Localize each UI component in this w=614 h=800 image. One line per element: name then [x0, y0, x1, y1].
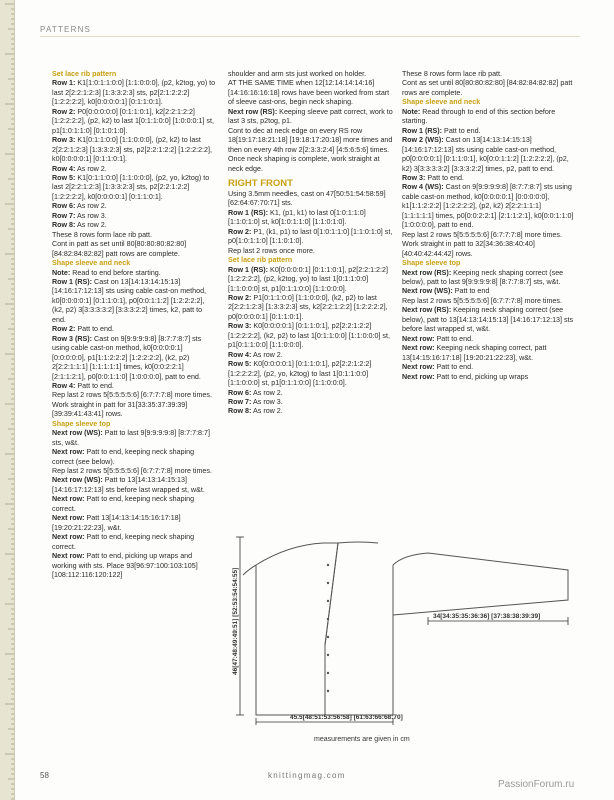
pattern-paragraph: [402, 231, 574, 240]
pattern-paragraph: [52, 240, 217, 259]
footer-website: knittingmag.com: [268, 771, 346, 780]
row-text: Patt to end.: [442, 126, 481, 135]
pattern-paragraph: [402, 335, 574, 344]
row-text: K1, (p1, k1) to last 0[1:0:1:1:0] [1:1:0:1:0] st, k0[1:0:1:1:0] [1:1:0:1:0].: [228, 208, 366, 227]
pattern-paragraph: [228, 190, 393, 209]
row-label: Row 1 (RS):: [228, 265, 269, 274]
row-text: These 8 rows form lace rib patt.: [52, 230, 153, 239]
pattern-paragraph: [402, 297, 574, 306]
pattern-paragraph: [402, 306, 574, 334]
row-text: Keeping neck shaping correct, patt 13[14:15:16:17:18] [19:20:21:22:23], w&t.: [402, 344, 547, 362]
row-label: Row 2:: [228, 227, 252, 236]
row-text: Cast on 9[9:9:9:9:8] [8:7:7:8:7] sts using cable cast-on method, k0[0:0:0:0:1] [0:0:0:0:0], k1[1:1:2:2:2] [1:2:2:2:2], (p2, k2) 2[2:2:1:1:1] [1:1:1:1:1] times, p0[0:0:2:2:1] [2:1:1:2:1], k0[0:0:1:1:0] [1:0:0:0:0], patt to end.: [402, 183, 574, 230]
pattern-paragraph: [228, 294, 393, 322]
row-text: P0[0:0:0:0:0] [0:1:1:0:1], k2[2:2:1:2:2] [1:2:2:2:2], (p2, k2) to last 1[0:1:1:0:0] [1:0:0:0:1] st, p1[1:0:1:1:0] [0:1:0:1:0].: [52, 107, 214, 135]
sleeve-dimension: 34[34:35:35:36:36] [37:38:38:39:39]: [433, 613, 541, 620]
row-label: Note:: [52, 268, 71, 277]
row-label: Next row (RS):: [402, 306, 452, 315]
row-text: These 8 rows form lace rib patt.: [402, 70, 503, 78]
row-label: Row 3 (RS):: [52, 334, 93, 343]
row-label: Next row (RS):: [402, 268, 452, 277]
row-text: K1[1:0:1:1:0:0] [1:1:0:0:0], (p2, k2tog, yo) to last 2[2:2:1:2:3] [1:3:3:2:3] sts, p2[2:1:2:2:2] [1:2:2:2:2], k0[0:0:0:0:1] [0:1:1:0:1].: [52, 79, 216, 107]
row-text: Read to end before starting.: [70, 268, 161, 277]
row-text: Keeping sleeve patt correct, work to last 3 sts, p2tog, p1.: [228, 107, 393, 126]
section-heading: RIGHT FRONT: [228, 177, 293, 189]
row-label: Row 2 (WS):: [402, 136, 444, 145]
row-text: P1, (k1, p1) to last 0[1:0:1:1:0] [1:1:0:1:0] st, p0[1:0:1:1:0] [1:1:0:1:0].: [228, 227, 393, 246]
pattern-paragraph: [402, 70, 574, 79]
row-text: K0[0:0:0:0:1] [0:1:1:0:1], p2[2:2:1:2:2] [1:2:2:2:2], (p2, yo, k2tog) to last 1[0:1:1:0:0] [1:1:0:0:0] st, p1[0:1:1:0:0] [1:1:0:0:0].: [228, 360, 372, 388]
pattern-paragraph: [52, 174, 217, 202]
pattern-paragraph: [402, 79, 574, 98]
row-label: Row 8:: [228, 407, 252, 416]
row-text: Rep last 2 rows 5[5:5:5:5:6] [6:7:7:7:8] more times.: [402, 230, 562, 239]
row-label: Next row (RS):: [228, 107, 278, 116]
row-text: Patt 13[14:13:14:15:16:17:18] [19:20:21:22:23], w&t.: [52, 514, 181, 532]
pattern-paragraph: [228, 209, 393, 228]
pattern-paragraph: [52, 552, 217, 580]
pattern-paragraph: [52, 391, 217, 400]
pattern-paragraph: [52, 467, 217, 476]
row-label: Next row:: [402, 334, 435, 343]
row-label: Row 8:: [52, 221, 76, 230]
row-text: Keeping neck shaping correct (see below), patt to last 9[9:9:9:9:8] [8:7:7:8:7] sts, w&t.: [402, 268, 564, 286]
pattern-paragraph: [52, 325, 217, 334]
pattern-paragraph: [52, 136, 217, 164]
garment-schematic: [228, 525, 583, 725]
pattern-paragraph: [228, 351, 393, 360]
row-label: Next row:: [52, 495, 85, 504]
pattern-paragraph: [228, 70, 393, 79]
row-text: Cast on 13[14:13:14:15:13] [14:16:17:12:13] sts using cable cast-on method, p0[0:0:0:0:1] [0:1:1:0:1], k0[0:0:1:1:2] [1:2:2:2:2], (p2, k2) 3[3:3:3:3:2] [3:3:3:2:2] times, p2, patt to end.: [402, 136, 569, 173]
row-text: Rep last 2 rows 5[5:5:5:5:6] [6:7:7:7:8] more times.: [52, 467, 212, 476]
pattern-paragraph: [228, 127, 393, 174]
row-label: Next row:: [52, 533, 85, 542]
pattern-paragraph: [228, 407, 393, 416]
pattern-paragraph: [228, 228, 393, 247]
pattern-paragraph: [228, 79, 393, 107]
row-text: As row 2.: [251, 388, 283, 397]
pattern-paragraph: [52, 429, 217, 448]
pattern-paragraph: [402, 108, 574, 127]
section-heading: Set lace rib pattern: [228, 256, 293, 265]
row-text: Cont as set until 80[80:80:82:80] [84:82:84:82:82] patt rows are complete.: [402, 79, 573, 97]
row-label: Row 5:: [52, 173, 76, 182]
measuring-ruler: [0, 0, 15, 800]
pattern-paragraph: [402, 269, 574, 288]
pattern-paragraph: [52, 108, 217, 136]
row-text: Patt to end.: [425, 173, 464, 182]
pattern-paragraph: [228, 247, 393, 256]
row-text: K0[0:0:0:0:1] [0:1:1:0:1], p2[2:2:1:2:2] [1:2:2:2:2], (k2, p2) to last 1[0:1:1:0:0] [1:1:0:0:0] st, p1[0:1:1:0:0] [1:1:0:0:0].: [228, 322, 390, 350]
pattern-paragraph: [52, 514, 217, 533]
pattern-paragraph: [52, 278, 217, 325]
text-column-1: [52, 70, 217, 580]
row-text: Patt to end, keeping neck shaping correct (see below).: [52, 448, 195, 466]
pattern-paragraph: [228, 266, 393, 294]
row-label: Next row:: [402, 372, 435, 381]
row-text: Rep last 2 rows once more.: [228, 246, 315, 255]
row-label: Row 2:: [228, 293, 252, 302]
row-label: Next row (WS):: [52, 476, 103, 485]
pattern-paragraph: [52, 231, 217, 240]
row-text: Patt to last 9[9:9:9:9:8] [8:7:7:8:7] sts, w&t.: [52, 429, 210, 447]
pattern-paragraph: [228, 108, 393, 127]
pattern-paragraph: [52, 335, 217, 382]
pattern-paragraph: [402, 287, 574, 296]
row-text: As row 2.: [75, 221, 107, 230]
row-text: Read through to end of this section before starting.: [402, 107, 556, 126]
pattern-paragraph: [228, 360, 393, 388]
page-number: 58: [40, 771, 49, 780]
width-dimension: 45.5[48:51:53:56:58] [61:63:66:68:70]: [290, 714, 403, 721]
row-text: shoulder and arm sts just worked on holder.: [228, 70, 367, 78]
ruler-ticks: [0, 0, 14, 800]
row-text: Cast on 9[9:9:9:9:8] [8:7:7:8:7] sts using cable cast-on method, k0[0:0:0:0:1] [0:0:0:0:0], p1[1:1:2:2:2] [1:2:2:2:2], (k2, p2) 2[2:2:1:1:1] [1:1:1:1:1] times, k0[0:0:2:2:1] [2:1:1:2:1], p0[0:0:1:1:0] [1:0:0:0:0], patt to end.: [52, 334, 202, 381]
row-text: Rep last 2 rows 5[5:5:5:5:6] [6:7:7:7:8] more times.: [52, 391, 212, 400]
pattern-paragraph: [402, 363, 574, 372]
row-label: Note:: [402, 107, 421, 116]
row-text: K1[0:1:1:0:0] [1:1:0:0:0], (p2, k2) to last 2[2:2:1:2:3] [1:3:3:2:3] sts, p2[2:2:1:2:2] [1:2:2:2:2], k0[0:0:0:0:1] [0:1:1:0:1].: [52, 136, 212, 164]
row-label: Row 7:: [228, 397, 252, 406]
pattern-paragraph: [402, 344, 574, 363]
row-text: Patt to end, keeping neck shaping correct.: [52, 533, 195, 551]
pattern-paragraph: [402, 127, 574, 136]
row-label: Row 4 (WS):: [402, 183, 444, 192]
pattern-paragraph: [52, 221, 217, 230]
row-label: Row 1:: [52, 79, 76, 88]
row-text: Patt to end.: [434, 363, 474, 372]
pattern-paragraph: [228, 389, 393, 398]
row-label: Next row (WS):: [402, 287, 453, 296]
row-text: As row 2.: [251, 407, 283, 416]
row-label: Next row (WS):: [52, 429, 103, 438]
row-label: Row 3:: [228, 322, 252, 331]
row-text: Cast on 13[14:13:14:15:13] [14:16:17:12:13] sts using cable cast-on method, k0[0:0:0:0:1] [0:1:1:0:1], p0[0:0:1:1:2] [1:2:2:2:2], (k2, p2) 3[3:3:3:3:2] [3:3:3:2:2] times, k2, patt to end.: [52, 277, 207, 324]
row-text: Patt to end.: [75, 381, 114, 390]
row-text: Cont to dec at neck edge on every RS row 18[19:17:18:21:18] [19:18:17:20:18] more times and then on every 4th row 2[2:3:3:2:4] [4:5:6:5:6] times. Once neck shaping is complete, work straight at neck edge.: [228, 126, 393, 173]
row-text: K0[0:0:0:0:1] [0:1:1:0:1], p2[2:2:1:2:2] [1:2:2:2:2], (p2, k2tog, yo) to last 1[0:1:1:0:0] [1:1:0:0:0] st, p1[0:1:1:0:0] [1:1:0:0:0].: [228, 265, 388, 293]
pattern-paragraph: [402, 183, 574, 230]
section-label: PATTERNS: [40, 25, 92, 34]
pattern-paragraph: [52, 476, 217, 495]
pattern-paragraph: [52, 401, 217, 420]
row-label: Row 7:: [52, 211, 76, 220]
diagram-caption: measurements are given in cm: [314, 736, 410, 743]
row-text: Rep last 2 rows 5[5:5:5:5:6] [6:7:7:7:8] more times.: [402, 296, 562, 305]
row-label: Row 5:: [228, 360, 252, 369]
pattern-paragraph: [402, 240, 574, 259]
row-label: Row 6:: [228, 388, 252, 397]
row-label: Row 2:: [52, 107, 76, 116]
row-text: As row 3.: [251, 397, 283, 406]
text-column-2: [228, 70, 393, 417]
pattern-paragraph: [52, 269, 217, 278]
row-text: As row 3.: [75, 211, 107, 220]
pattern-paragraph: [52, 165, 217, 174]
pattern-paragraph: [402, 373, 574, 382]
row-text: Using 3.5mm needles, cast on 47[50:51:54:58:59] [62:64:67:70:71] sts.: [228, 189, 386, 208]
row-text: As row 2.: [251, 350, 283, 359]
row-text: AT THE SAME TIME when 12[12:14:14:14:16] [14:16:16:16:18] rows have been worked from start of sleeve cast-ons, begin neck shaping.: [228, 79, 390, 107]
pattern-paragraph: [228, 322, 393, 350]
row-text: Patt to end.: [434, 334, 474, 343]
row-text: Patt to end: [452, 287, 490, 296]
row-label: Row 1 (RS):: [402, 126, 443, 135]
row-label: Next row:: [402, 363, 435, 372]
row-label: Row 4:: [52, 381, 76, 390]
row-text: Patt to end, picking up wraps: [434, 372, 529, 381]
row-label: Row 1 (RS):: [52, 277, 93, 286]
watermark: PassionForum.ru: [498, 779, 575, 790]
row-label: Row 3:: [402, 173, 426, 182]
header-divider: [40, 36, 580, 37]
row-label: Row 2:: [52, 325, 76, 334]
row-text: Patt to end, picking up wraps and working with sts. Place 93[96:97:100:103:105] [108:112:116:120:122]: [52, 552, 198, 580]
pattern-paragraph: [52, 448, 217, 467]
pattern-paragraph: [52, 212, 217, 221]
height-dimension: 46[47:48:49:49:51] [52:53:54:54:55]: [232, 567, 239, 675]
pattern-paragraph: [402, 174, 574, 183]
row-label: Next row:: [52, 514, 85, 523]
pattern-paragraph: [228, 398, 393, 407]
section-heading: Shape sleeve top: [52, 419, 111, 428]
row-text: Patt to end.: [75, 325, 114, 334]
row-text: Work straight in patt for 31[33:35:37:39:39] [39:39:41:43:41] rows.: [52, 400, 188, 419]
row-text: P1[0:1:1:0:0] [1:1:0:0:0], (k2, p2) to last 2[2:2:1:2:3] [1:3:3:2:3] sts, k2[2:2:1:2:2] [1:2:2:2:2], p0[0:0:0:0:1] [0:1:1:0:1].: [228, 293, 388, 321]
row-label: Row 4:: [228, 350, 252, 359]
row-text: Patt to end, keeping neck shaping correct.: [52, 495, 195, 513]
row-label: Row 1 (RS):: [228, 208, 269, 217]
row-text: As row 2.: [75, 202, 107, 211]
row-text: K1[0:1:1:0:0] [1:1:0:0:0], (p2, yo, k2tog) to last 2[2:2:1:2:3] [1:3:3:2:3] sts, p2[2:2:1:2:2] [1:2:2:2:2], k0[0:0:0:0:1] [0:1:1:0:1].: [52, 173, 210, 201]
row-label: Next row:: [52, 448, 85, 457]
text-column-3: [402, 70, 574, 382]
row-text: As row 2.: [75, 164, 107, 173]
section-heading: Shape sleeve and neck: [52, 259, 131, 268]
row-text: Patt to 13[14:13:14:15:13] [14:16:17:12:13] sts before last wrapped st, w&t.: [52, 476, 205, 494]
pattern-paragraph: [402, 136, 574, 174]
row-label: Next row:: [52, 552, 85, 561]
section-heading: Shape sleeve and neck: [402, 98, 481, 107]
pattern-paragraph: [52, 533, 217, 552]
row-label: Row 6:: [52, 202, 76, 211]
section-heading: Shape sleeve top: [402, 259, 461, 268]
row-label: Row 4:: [52, 164, 76, 173]
row-text: Cont in patt as set until 80[80:80:80:82:80] [84:82:84:82:82] patt rows are complete.: [52, 240, 187, 258]
pattern-paragraph: [52, 495, 217, 514]
section-heading: Set lace rib pattern: [52, 70, 117, 78]
row-label: Next row:: [402, 344, 435, 353]
pattern-paragraph: [52, 79, 217, 107]
pattern-paragraph: [52, 382, 217, 391]
row-text: Work straight in patt to 32[34:36:38:40:40] [40:40:42:44:42] rows.: [402, 240, 535, 258]
row-text: Keeping neck shaping correct (see below), patt to 13[14:13:14:15:13] [14:16:17:12:13] sts before last wrapped st, w&t.: [402, 306, 574, 334]
pattern-paragraph: [52, 202, 217, 211]
row-label: Row 3:: [52, 136, 76, 145]
